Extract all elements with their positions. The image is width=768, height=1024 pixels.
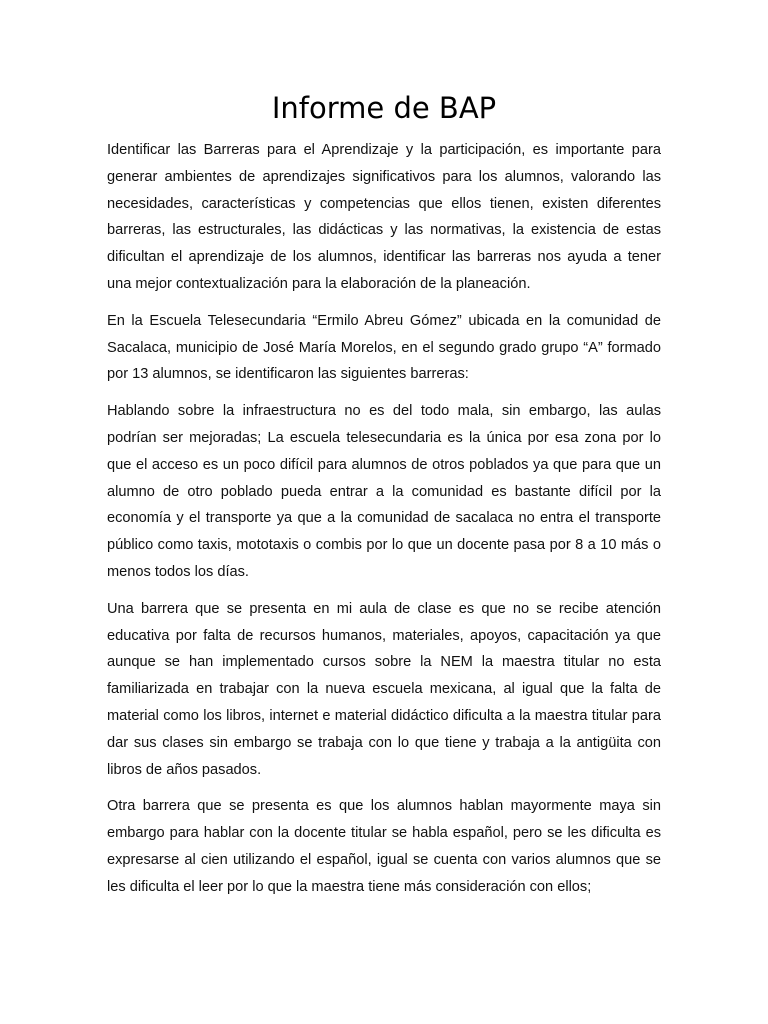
paragraph-4: Una barrera que se presenta en mi aula de clase es que no se recibe atención educativa por falta de recursos humanos, materiales, apoyos, capacitación ya que aunque se han implementado cursos sobre la NEM la maestra titular no esta familiarizada en trabajar con la nueva escuela mexicana, al igual que la falta de material como los libros, internet e material didáctico dificulta a la maestra titular para dar sus clases sin embargo se trabaja con lo que tiene y trabaja a la antigüita con libros de años pasados. [107, 600, 661, 778]
paragraph-3: Hablando sobre la infraestructura no es del todo mala, sin embargo, las aulas podrían ser mejoradas; La escuela telesecundaria es la única por esa zona por lo que el acceso es un poco difícil para alumnos de otros poblados ya que para que un alumno de otro poblado pueda entrar a la comunidad es bastante difícil por la economía y el transporte ya que a la comunidad de sacalaca no entra el transporte público como taxis, mototaxis o combis por lo que un docente pasa por 8 a 10 más o menos todos los días. [107, 403, 661, 580]
paragraph-2: En la Escuela Telesecundaria “Ermilo Abreu Gómez” ubicada en la comunidad de Sacalaca, municipio de José María Morelos, en el segundo grado grupo “A” formado por 13 alumnos, se identificaron las siguientes barreras: [107, 312, 661, 383]
document-title: Informe de BAP [271, 91, 497, 125]
paragraph-1: Identificar las Barreras para el Aprendizaje y la participación, es importante para generar ambientes de aprendizajes significativos para los alumnos, valorando las necesidades, características y competencias que ellos tienen, existen diferentes barreras, las estructurales, las didácticas y las normativas, la existencia de estas dificultan el aprendizaje de los alumnos, identificar las barreras nos ayuda a tener una mejor contextualización para la elaboración de la planeación. [107, 142, 661, 292]
paragraph-5: Otra barrera que se presenta es que los alumnos hablan mayormente maya sin embargo para hablar con la docente titular se habla español, pero se les dificulta es expresarse al cien utilizando el español, igual se cuenta con varios alumnos que se les dificulta el leer por lo que la maestra tiene más consideración con ellos; [107, 798, 661, 895]
document-body [107, 137, 661, 911]
